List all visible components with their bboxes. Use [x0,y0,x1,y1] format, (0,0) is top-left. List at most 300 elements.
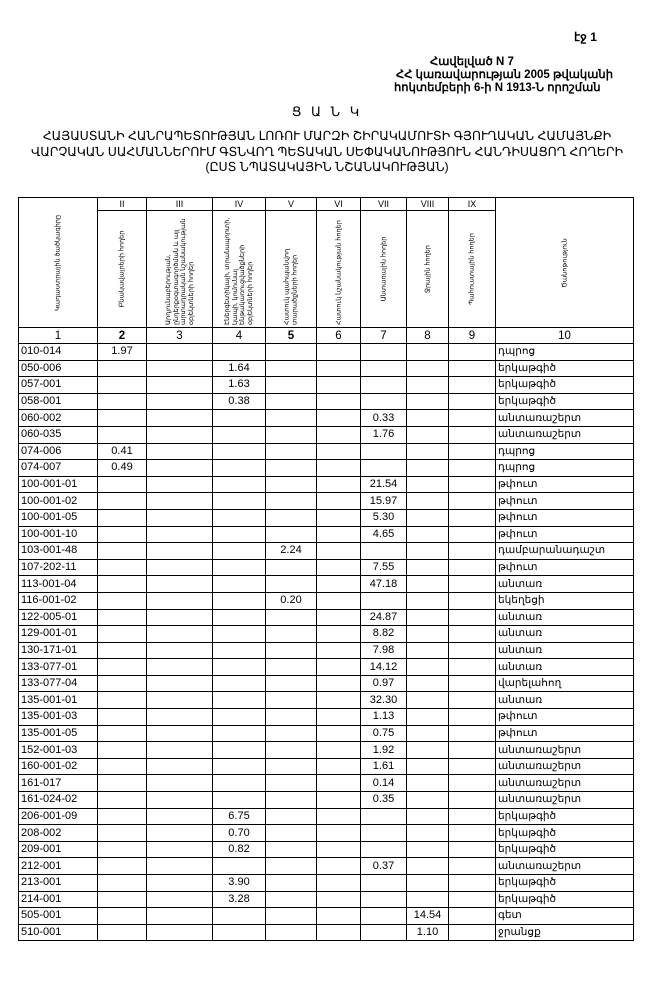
area-cell-c2 [98,509,147,526]
area-cell-c8 [407,410,449,427]
document-title-block [0,104,654,176]
cadastral-code-cell: 505-001 [19,908,98,925]
col-num-3: 3 [147,328,213,344]
area-cell-c8 [407,808,449,825]
area-cell-c5 [266,924,317,941]
area-cell-c5 [266,742,317,759]
area-cell-c7 [361,841,407,858]
area-cell-c7 [361,891,407,908]
area-cell-c4 [213,426,266,443]
area-cell-c2 [98,377,147,394]
area-cell-c6 [317,393,361,410]
cadastral-code-cell: 113-001-04 [19,576,98,593]
area-cell-c7: 7.55 [361,559,407,576]
area-cell-c6 [317,526,361,543]
roman-numeral-row [19,198,634,211]
area-cell-c9 [449,758,496,775]
area-cell-c6 [317,592,361,609]
cadastral-code-cell: 057-001 [19,377,98,394]
area-cell-c4 [213,476,266,493]
cadastral-code-cell: 133-077-04 [19,675,98,692]
area-cell-c2: 0.41 [98,443,147,460]
area-cell-c4 [213,908,266,925]
area-cell-c9 [449,609,496,626]
area-cell-c4: 3.90 [213,875,266,892]
area-cell-c3 [147,841,213,858]
area-cell-c6 [317,709,361,726]
note-cell: թփուտ [496,559,634,576]
table-row [19,559,634,576]
area-cell-c6 [317,659,361,676]
cadastral-code-cell: 050-006 [19,360,98,377]
area-cell-c4 [213,758,266,775]
area-cell-c7: 1.61 [361,758,407,775]
area-cell-c2 [98,659,147,676]
area-cell-c9 [449,576,496,593]
area-cell-c4 [213,858,266,875]
roman-8: VIII [407,198,449,211]
area-cell-c8 [407,526,449,543]
area-cell-c8 [407,825,449,842]
area-cell-c3 [147,426,213,443]
area-cell-c9 [449,543,496,560]
land-table [18,197,634,941]
area-cell-c3 [147,509,213,526]
area-cell-c8 [407,692,449,709]
area-cell-c5 [266,891,317,908]
area-cell-c7: 5.30 [361,509,407,526]
area-cell-c3 [147,543,213,560]
area-cell-c6 [317,924,361,941]
area-cell-c9 [449,493,496,510]
header-cell-7 [361,211,407,328]
area-cell-c4 [213,443,266,460]
area-cell-c7 [361,360,407,377]
note-cell: երկաթգիծ [496,808,634,825]
area-cell-c3 [147,592,213,609]
cadastral-code-cell: 060-002 [19,410,98,427]
area-cell-c9 [449,875,496,892]
area-cell-c8 [407,443,449,460]
table-row [19,875,634,892]
cadastral-code-cell: 103-001-48 [19,543,98,560]
area-cell-c2 [98,908,147,925]
table-row [19,742,634,759]
cadastral-code-cell: 010-014 [19,344,98,361]
col-num-6: 6 [317,328,361,344]
area-cell-c3 [147,360,213,377]
area-cell-c3 [147,792,213,809]
area-cell-c6 [317,460,361,477]
area-cell-c5 [266,758,317,775]
area-cell-c5 [266,626,317,643]
area-cell-c4 [213,675,266,692]
col-num-5: 5 [266,328,317,344]
area-cell-c4: 6.75 [213,808,266,825]
area-cell-c7 [361,592,407,609]
area-cell-c2 [98,476,147,493]
cadastral-code-cell: 058-001 [19,393,98,410]
area-cell-c8 [407,891,449,908]
note-cell: անտառաշերտ [496,426,634,443]
table-row [19,377,634,394]
area-cell-c2 [98,592,147,609]
cadastral-code-cell: 135-001-01 [19,692,98,709]
area-cell-c4 [213,775,266,792]
annex-reference [380,56,650,95]
area-cell-c3 [147,675,213,692]
area-cell-c2 [98,725,147,742]
area-cell-c8 [407,775,449,792]
cadastral-code-cell: 129-001-01 [19,626,98,643]
table-row [19,891,634,908]
area-cell-c5 [266,493,317,510]
area-cell-c6 [317,377,361,394]
table-row [19,426,634,443]
area-cell-c9 [449,626,496,643]
area-cell-c9 [449,344,496,361]
header-text-2: Բնակավայրերի հողեր [118,230,126,308]
area-cell-c3 [147,825,213,842]
area-cell-c2 [98,775,147,792]
area-cell-c2 [98,543,147,560]
area-cell-c5 [266,792,317,809]
table-row [19,924,634,941]
cadastral-code-cell: 074-007 [19,460,98,477]
table-row [19,592,634,609]
area-cell-c7: 0.75 [361,725,407,742]
area-cell-c7 [361,460,407,477]
area-cell-c3 [147,908,213,925]
header-cell-1 [19,198,98,328]
roman-2: II [98,198,147,211]
area-cell-c5: 2.24 [266,543,317,560]
area-cell-c5 [266,725,317,742]
area-cell-c2 [98,393,147,410]
cadastral-code-cell: 133-077-01 [19,659,98,676]
area-cell-c4 [213,576,266,593]
area-cell-c5 [266,393,317,410]
subtitle-line-2: ՎԱՐՉԱԿԱՆ ՍԱՀՄԱՆՆԵՐՈՒՄ ԳՏՆՎՈՂ ՊԵՏԱԿԱՆ ՍԵՓԱԿԱՆՈՒԹՅՈՒՆ ՀԱՆԴԻՍԱՑՈՂ ՀՈՂԵՐԻ [30,144,624,159]
table-row [19,509,634,526]
area-cell-c6 [317,509,361,526]
area-cell-c6 [317,443,361,460]
area-cell-c7 [361,808,407,825]
header-text-6: Հատուկ նշանակության հողեր [334,220,342,325]
cadastral-code-cell: 107-202-11 [19,559,98,576]
area-cell-c5 [266,576,317,593]
area-cell-c7: 24.87 [361,609,407,626]
area-cell-c9 [449,476,496,493]
area-cell-c3 [147,742,213,759]
cadastral-code-cell: 122-005-01 [19,609,98,626]
note-cell: երկաթգիծ [496,360,634,377]
table-row [19,393,634,410]
area-cell-c7 [361,344,407,361]
area-cell-c5 [266,410,317,427]
area-cell-c6 [317,410,361,427]
area-cell-c3 [147,709,213,726]
area-cell-c4 [213,924,266,941]
table-row [19,692,634,709]
area-cell-c3 [147,875,213,892]
roman-6: VI [317,198,361,211]
cadastral-code-cell: 161-017 [19,775,98,792]
area-cell-c2 [98,758,147,775]
area-cell-c7: 21.54 [361,476,407,493]
area-cell-c8 [407,543,449,560]
table-row [19,543,634,560]
area-cell-c7: 0.33 [361,410,407,427]
note-cell: գետ [496,908,634,925]
cadastral-code-cell: 100-001-10 [19,526,98,543]
area-cell-c4 [213,509,266,526]
area-cell-c2 [98,675,147,692]
table-row [19,493,634,510]
area-cell-c6 [317,675,361,692]
area-cell-c5 [266,709,317,726]
area-cell-c5 [266,426,317,443]
header-text-4: Էներգետիկայի, տրանսպորտի, կապի, կոմունալ ենթակառուցվածքների օբյեկտների հողեր [224,217,254,325]
area-cell-c5 [266,875,317,892]
area-cell-c6 [317,875,361,892]
area-cell-c5 [266,460,317,477]
note-cell: թփուտ [496,493,634,510]
area-cell-c4 [213,642,266,659]
area-cell-c7 [361,908,407,925]
note-cell: թփուտ [496,509,634,526]
table-body [19,344,634,941]
area-cell-c5 [266,775,317,792]
area-cell-c5 [266,476,317,493]
area-cell-c9 [449,924,496,941]
area-cell-c9 [449,377,496,394]
col-num-4: 4 [213,328,266,344]
area-cell-c6 [317,642,361,659]
area-cell-c9 [449,908,496,925]
area-cell-c7: 7.98 [361,642,407,659]
area-cell-c2 [98,875,147,892]
cadastral-code-cell: 213-001 [19,875,98,892]
area-cell-c3 [147,344,213,361]
area-cell-c6 [317,344,361,361]
table-row [19,642,634,659]
area-cell-c3 [147,924,213,941]
area-cell-c2 [98,426,147,443]
cadastral-code-cell: 206-001-09 [19,808,98,825]
cadastral-code-cell: 160-001-02 [19,758,98,775]
area-cell-c2 [98,792,147,809]
area-cell-c4 [213,543,266,560]
area-cell-c8 [407,559,449,576]
area-cell-c4: 0.70 [213,825,266,842]
area-cell-c3 [147,377,213,394]
cadastral-code-cell: 161-024-02 [19,792,98,809]
area-cell-c4 [213,493,266,510]
area-cell-c5 [266,841,317,858]
area-cell-c4: 1.64 [213,360,266,377]
area-cell-c8 [407,875,449,892]
area-cell-c3 [147,891,213,908]
area-cell-c2 [98,559,147,576]
area-cell-c8 [407,609,449,626]
area-cell-c3 [147,725,213,742]
cadastral-code-cell: 116-001-02 [19,592,98,609]
cadastral-code-cell: 214-001 [19,891,98,908]
area-cell-c6 [317,725,361,742]
area-cell-c5 [266,808,317,825]
area-cell-c4 [213,709,266,726]
area-cell-c9 [449,659,496,676]
header-text-5: Հատուկ պահպանվող տարածքների հողեր [283,248,298,325]
area-cell-c8 [407,725,449,742]
area-cell-c5 [266,509,317,526]
note-cell: թփուտ [496,709,634,726]
cadastral-code-cell: 510-001 [19,924,98,941]
area-cell-c6 [317,775,361,792]
roman-5: V [266,198,317,211]
cadastral-code-cell: 209-001 [19,841,98,858]
area-cell-c2 [98,808,147,825]
area-cell-c2 [98,692,147,709]
area-cell-c2 [98,891,147,908]
area-cell-c9 [449,509,496,526]
area-cell-c9 [449,775,496,792]
header-text-3: Արդյունաբերության, ընդերքօգտագործման և այլ արտադրական նշանակության օբյեկտների հողեր [164,218,194,325]
area-cell-c2 [98,493,147,510]
note-cell: երկաթգիծ [496,393,634,410]
header-text-1: Կադաստրային ծածկագիրը [54,214,62,311]
area-cell-c8 [407,659,449,676]
area-cell-c6 [317,692,361,709]
header-cell-5 [266,211,317,328]
area-cell-c3 [147,526,213,543]
area-cell-c6 [317,858,361,875]
note-cell: թփուտ [496,725,634,742]
area-cell-c7 [361,875,407,892]
table-row [19,908,634,925]
note-cell: վարելահող [496,675,634,692]
area-cell-c5 [266,825,317,842]
annex-line-2: ՀՀ կառավարության 2005 թվականի [396,69,614,81]
note-cell: երկաթգիծ [496,377,634,394]
area-cell-c5 [266,360,317,377]
area-cell-c8 [407,675,449,692]
area-cell-c4 [213,460,266,477]
area-cell-c8 [407,360,449,377]
area-cell-c2 [98,858,147,875]
table-row [19,775,634,792]
area-cell-c7 [361,443,407,460]
table-row [19,792,634,809]
area-cell-c9 [449,426,496,443]
area-cell-c2 [98,526,147,543]
area-cell-c6 [317,559,361,576]
area-cell-c9 [449,360,496,377]
table-row [19,858,634,875]
area-cell-c2 [98,410,147,427]
area-cell-c3 [147,858,213,875]
area-cell-c5 [266,692,317,709]
note-cell: թփուտ [496,476,634,493]
col-num-7: 7 [361,328,407,344]
cadastral-code-cell: 100-001-02 [19,493,98,510]
area-cell-c9 [449,460,496,477]
roman-4: IV [213,198,266,211]
area-cell-c6 [317,841,361,858]
area-cell-c9 [449,841,496,858]
table-row [19,476,634,493]
area-cell-c5 [266,559,317,576]
area-cell-c4 [213,659,266,676]
area-cell-c4: 3.28 [213,891,266,908]
area-cell-c7: 47.18 [361,576,407,593]
table-row [19,344,634,361]
area-cell-c3 [147,758,213,775]
area-cell-c8 [407,460,449,477]
note-cell: երկաթգիծ [496,841,634,858]
header-text-7: Անտառային հողեր [379,236,387,302]
area-cell-c7 [361,377,407,394]
area-cell-c9 [449,792,496,809]
roman-9: IX [449,198,496,211]
area-cell-c7: 14.12 [361,659,407,676]
area-cell-c7: 0.35 [361,792,407,809]
table-row [19,659,634,676]
table-row [19,410,634,427]
area-cell-c2 [98,626,147,643]
note-cell: անտառ [496,576,634,593]
area-cell-c8 [407,377,449,394]
area-cell-c3 [147,775,213,792]
header-cell-8 [407,211,449,328]
cadastral-code-cell: 100-001-05 [19,509,98,526]
column-number-row [19,328,634,344]
area-cell-c6 [317,758,361,775]
area-cell-c7: 4.65 [361,526,407,543]
roman-3: III [147,198,213,211]
table-row [19,460,634,477]
area-cell-c8 [407,758,449,775]
area-cell-c4 [213,410,266,427]
area-cell-c3 [147,626,213,643]
area-cell-c5 [266,908,317,925]
col-num-9: 9 [449,328,496,344]
note-cell: անտառաշերտ [496,858,634,875]
note-cell: ջրանցք [496,924,634,941]
roman-7: VII [361,198,407,211]
area-cell-c3 [147,692,213,709]
area-cell-c8 [407,742,449,759]
area-cell-c4 [213,559,266,576]
area-cell-c8 [407,626,449,643]
note-cell: երկաթգիծ [496,825,634,842]
area-cell-c7: 8.82 [361,626,407,643]
area-cell-c4 [213,344,266,361]
area-cell-c5 [266,675,317,692]
area-cell-c6 [317,891,361,908]
area-cell-c9 [449,825,496,842]
area-cell-c7: 15.97 [361,493,407,510]
area-cell-c8: 14.54 [407,908,449,925]
area-cell-c7 [361,543,407,560]
area-cell-c7: 0.37 [361,858,407,875]
area-cell-c2 [98,609,147,626]
area-cell-c3 [147,642,213,659]
area-cell-c3 [147,576,213,593]
area-cell-c9 [449,559,496,576]
area-cell-c3 [147,393,213,410]
